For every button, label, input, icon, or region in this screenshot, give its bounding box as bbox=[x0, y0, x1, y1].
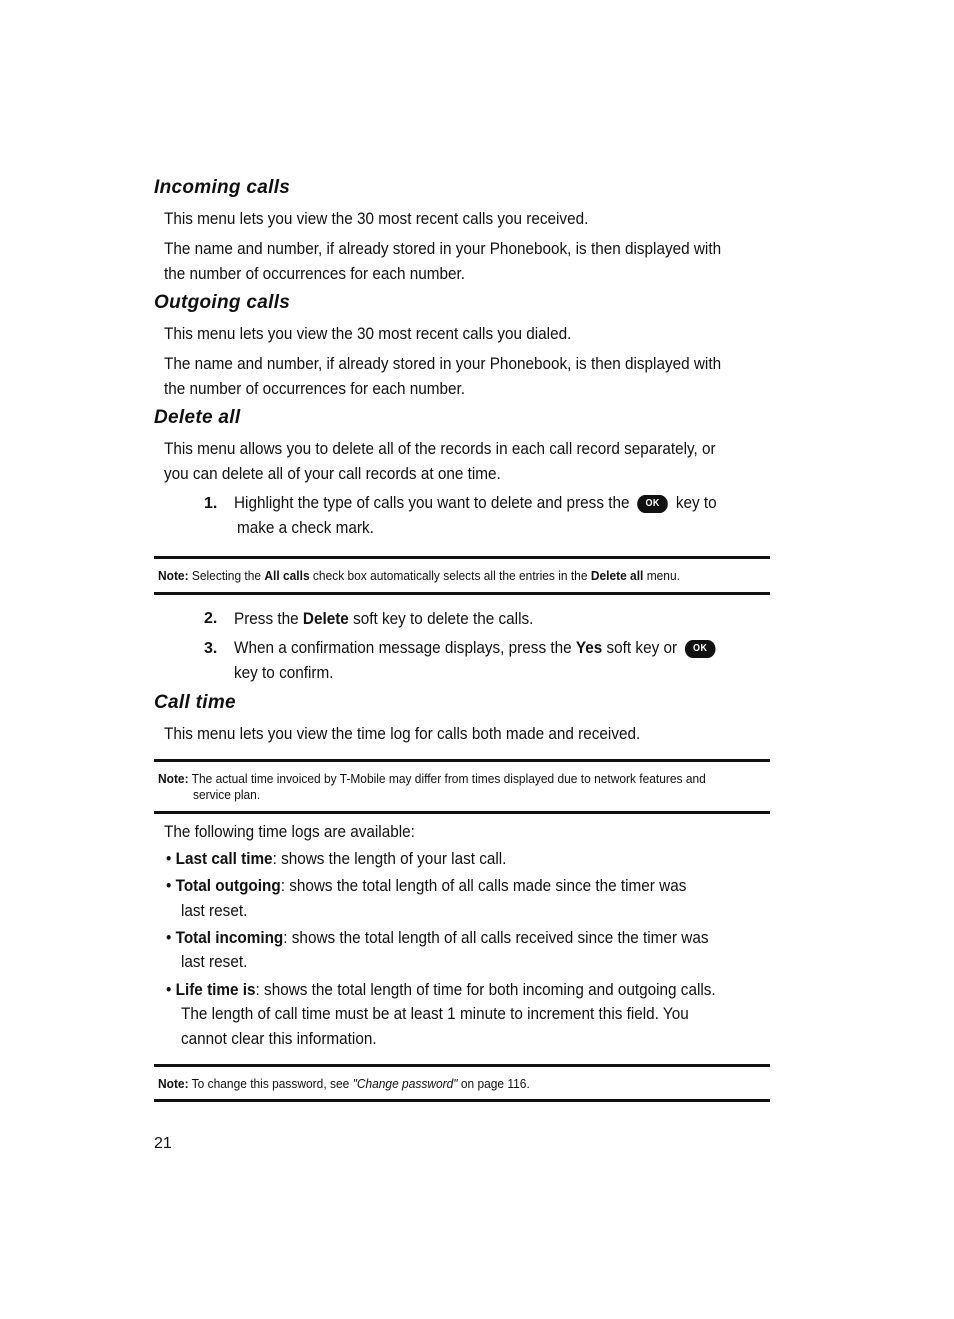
bullet-last-call-time bbox=[166, 849, 506, 869]
note-rule-bottom bbox=[154, 592, 770, 595]
bullet-4-continuation-1: The length of call time must be at least 1 minute to increment this field. You bbox=[181, 1004, 689, 1023]
bullet-life-time bbox=[166, 980, 716, 1000]
note3-text-1: To change this password, see bbox=[191, 1076, 350, 1091]
note-tmobile-text: The actual time invoiced by T-Mobile may differ from times displayed due to network features and bbox=[191, 771, 706, 786]
note-text-3: menu. bbox=[646, 568, 680, 583]
outgoing-paragraph-1: This menu lets you view the 30 most recent calls you dialed. bbox=[164, 324, 572, 343]
note-tmobile-line-1 bbox=[158, 771, 706, 786]
step-1-line-2: make a check mark. bbox=[237, 518, 374, 537]
step-3-bold-yes: Yes bbox=[575, 638, 603, 657]
heading-outgoing-calls: Outgoing calls bbox=[154, 292, 291, 313]
heading-delete-all: Delete all bbox=[154, 407, 241, 428]
delete-paragraph-1b: you can delete all of your call records at one time. bbox=[164, 464, 501, 483]
time-logs-intro: The following time logs are available: bbox=[164, 822, 415, 841]
incoming-paragraph-1: This menu lets you view the 30 most recent calls you received. bbox=[164, 209, 589, 228]
step-2-number: 2. bbox=[204, 610, 218, 627]
bullet-2-bold: Total outgoing bbox=[175, 876, 281, 895]
change-password-link[interactable]: "Change password" bbox=[352, 1076, 458, 1091]
note-rule-top bbox=[154, 556, 770, 559]
outgoing-paragraph-2a: The name and number, if already stored in your Phonebook, is then displayed with bbox=[164, 354, 722, 373]
delete-paragraph-1a: This menu allows you to delete all of the records in each call record separately, or bbox=[164, 439, 716, 458]
bullet-total-outgoing bbox=[166, 876, 686, 896]
bullet-4-text: : shows the total length of time for both incoming and outgoing calls. bbox=[255, 980, 716, 999]
bullet-4-continuation-2: cannot clear this information. bbox=[181, 1029, 377, 1048]
bullet-dot: • bbox=[166, 876, 172, 895]
note-label: Note: bbox=[158, 771, 189, 786]
note2-rule-top bbox=[154, 759, 770, 762]
bullet-dot: • bbox=[166, 928, 172, 947]
bullet-3-bold: Total incoming bbox=[175, 928, 284, 947]
bullet-dot: • bbox=[166, 849, 172, 868]
note-bold-delete-all: Delete all bbox=[590, 568, 644, 583]
step-3-line-1 bbox=[234, 638, 719, 658]
bullet-1-bold: Last call time bbox=[175, 849, 273, 868]
note-bold-all-calls: All calls bbox=[264, 568, 310, 583]
step-3-line-2: key to confirm. bbox=[234, 663, 334, 682]
incoming-paragraph-2a: The name and number, if already stored in your Phonebook, is then displayed with bbox=[164, 239, 722, 258]
bullet-dot: • bbox=[166, 980, 172, 999]
step-2-text-a: Press the bbox=[234, 609, 299, 628]
bullet-2-text: : shows the total length of all calls made since the timer was bbox=[280, 876, 687, 895]
step-3-number: 3. bbox=[204, 640, 218, 657]
note3-rule-top bbox=[154, 1064, 770, 1067]
step-2-line bbox=[234, 609, 533, 629]
bullet-1-text: : shows the length of your last call. bbox=[272, 849, 507, 868]
bullet-3-text: : shows the total length of all calls received since the timer was bbox=[283, 928, 709, 947]
note3-text-2: on page 116. bbox=[460, 1076, 530, 1091]
note-tmobile-line-2: service plan. bbox=[193, 787, 261, 802]
step-1-text-b: key to bbox=[675, 493, 717, 512]
step-3-text-b: soft key or bbox=[606, 638, 678, 657]
step-3-text-a: When a confirmation message displays, press the bbox=[234, 638, 572, 657]
ok-key-icon: OK bbox=[637, 495, 668, 513]
note-label: Note: bbox=[158, 1076, 189, 1091]
bullet-4-bold: Life time is bbox=[175, 980, 256, 999]
step-1-line-1 bbox=[234, 493, 717, 513]
page-number: 21 bbox=[154, 1135, 172, 1152]
bullet-total-incoming bbox=[166, 928, 708, 948]
step-2-text-b: soft key to delete the calls. bbox=[353, 609, 534, 628]
step-1-text-a: Highlight the type of calls you want to delete and press the bbox=[234, 493, 630, 512]
note-all-calls bbox=[158, 568, 680, 583]
note3-rule-bottom bbox=[154, 1099, 770, 1102]
note-change-password bbox=[158, 1076, 530, 1091]
ok-key-icon: OK bbox=[685, 640, 716, 658]
note-label: Note: bbox=[158, 568, 189, 583]
note-text-1: Selecting the bbox=[191, 568, 262, 583]
calltime-paragraph-1: This menu lets you view the time log for calls both made and received. bbox=[164, 724, 641, 743]
heading-incoming-calls: Incoming calls bbox=[154, 177, 291, 198]
heading-call-time: Call time bbox=[154, 692, 236, 713]
step-1-number: 1. bbox=[204, 495, 218, 512]
note-text-2: check box automatically selects all the entries in the bbox=[312, 568, 588, 583]
note2-rule-bottom bbox=[154, 811, 770, 814]
bullet-3-continuation: last reset. bbox=[181, 952, 248, 971]
bullet-2-continuation: last reset. bbox=[181, 901, 248, 920]
outgoing-paragraph-2b: the number of occurrences for each number. bbox=[164, 379, 466, 398]
step-2-bold-delete: Delete bbox=[302, 609, 349, 628]
incoming-paragraph-2b: the number of occurrences for each number. bbox=[164, 264, 466, 283]
